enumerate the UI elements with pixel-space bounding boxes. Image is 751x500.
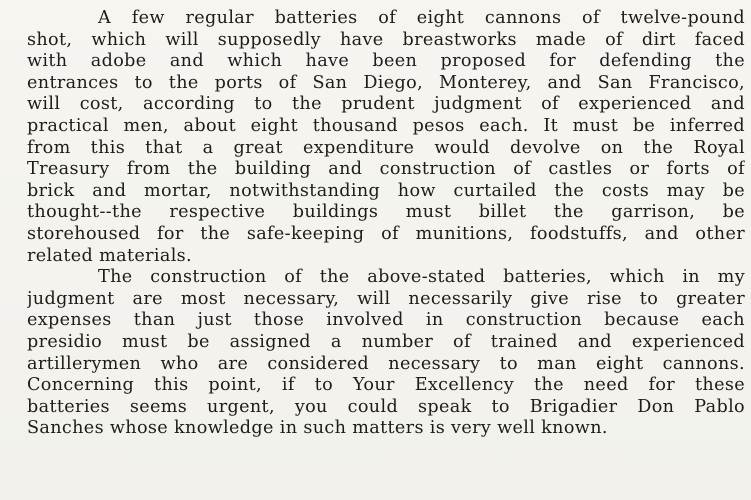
text-line: practical men, about eight thousand pesos each. It must be inferred xyxy=(27,115,745,136)
text-line: presidio must be assigned a number of trained and experienced xyxy=(27,331,745,352)
text-line: Sanches whose knowledge in such matters is very well known. xyxy=(27,418,608,439)
text-line: related materials. xyxy=(27,245,193,266)
paragraph-2 xyxy=(27,267,745,440)
text-line: artillerymen who are considered necessary to man eight cannons. xyxy=(27,353,745,374)
text-line: from this that a great expenditure would devolve on the Royal xyxy=(27,137,745,158)
text-line: shot, which will supposedly have breastworks made of dirt faced xyxy=(27,29,745,50)
text-line: batteries seems urgent, you could speak to Brigadier Don Pablo xyxy=(27,396,745,417)
paragraph-1 xyxy=(27,8,745,267)
text-line: judgment are most necessary, will necessarily give rise to greater xyxy=(27,288,745,309)
text-line: A few regular batteries of eight cannons of twelve-pound xyxy=(98,8,745,28)
text-line: with adobe and which have been proposed for defending the xyxy=(27,51,745,72)
text-line: Treasury from the building and construction of castles or forts of xyxy=(27,159,745,180)
text-line: thought--the respective buildings must billet the garrison, be xyxy=(27,202,745,223)
text-line: Concerning this point, if to Your Excellency the need for these xyxy=(27,375,745,396)
text-line: entrances to the ports of San Diego, Monterey, and San Francisco, xyxy=(27,72,745,93)
document-text xyxy=(27,8,745,440)
text-line: brick and mortar, notwithstanding how curtailed the costs may be xyxy=(27,180,745,201)
text-line: expenses than just those involved in construction because each xyxy=(27,310,745,331)
text-line: will cost, according to the prudent judgment of experienced and xyxy=(27,94,745,115)
text-line: The construction of the above-stated batteries, which in my xyxy=(98,267,745,288)
text-line: storehoused for the safe-keeping of munitions, foodstuffs, and other xyxy=(27,223,745,244)
